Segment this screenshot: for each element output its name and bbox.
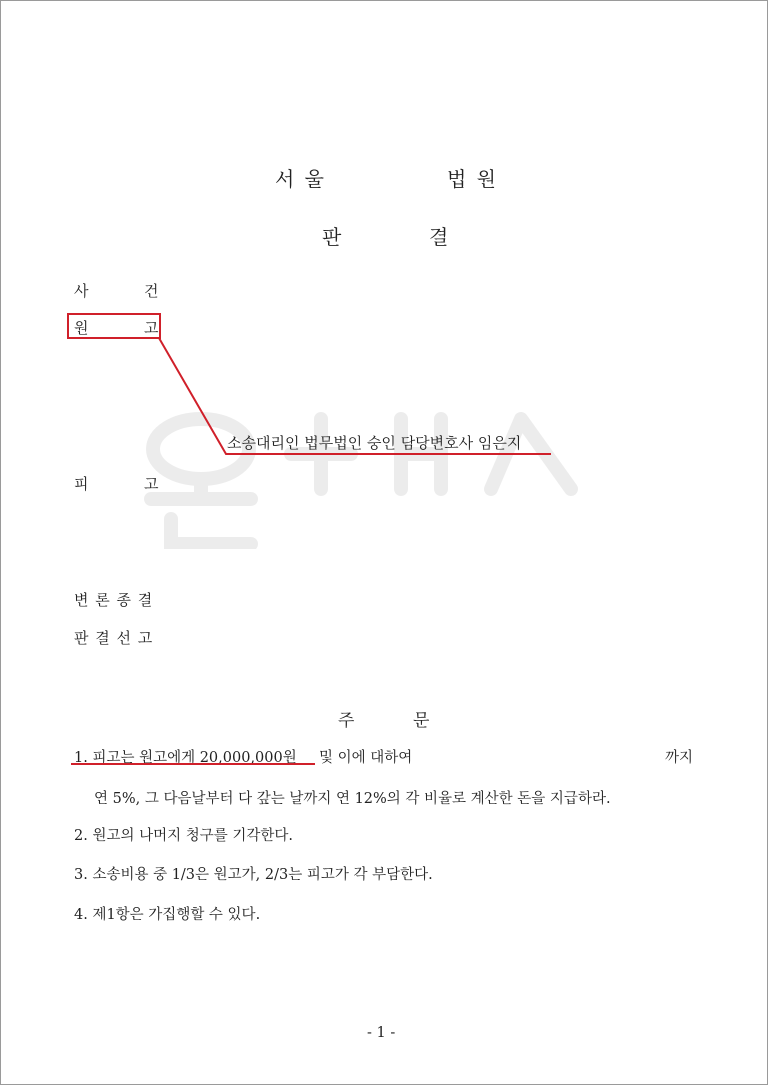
order-heading-right: 문 [413,711,430,731]
counsel-text: 소송대리인 법무법인 숭인 담당변호사 임은지 [227,434,522,452]
order-item-1-line2: 연 5%, 그 다음날부터 다 갚는 날까지 연 12%의 각 비율로 계산한 돈을 지급하라. [94,791,611,807]
page-number: - 1 - [367,1025,396,1041]
document-title-left: 판 [322,225,342,249]
court-name-right: 법 원 [447,167,498,191]
order-heading-left: 주 [338,711,355,731]
case-label-char2: 건 [144,282,159,300]
sentence-label: 판 결 선 고 [74,629,154,647]
watermark-logo [141,399,601,549]
closing-label: 변 론 종 결 [74,591,154,609]
order-item-1-part1: 1. 피고는 원고에게 20,000,000원 [74,750,297,766]
case-label-char1: 사 [74,282,89,300]
order-item-3: 3. 소송비용 중 1/3은 원고가, 2/3는 피고가 각 부담한다. [74,867,433,883]
court-name-left: 서 울 [275,167,326,191]
document-title-right: 결 [429,225,449,249]
plaintiff-label-char2: 고 [144,319,159,337]
order-item-4: 4. 제1항은 가집행할 수 있다. [74,907,261,923]
order-item-2: 2. 원고의 나머지 청구를 기각한다. [74,828,293,844]
order-item-1-end: 까지 [665,750,694,766]
plaintiff-label-char1: 원 [74,319,89,337]
defendant-label-char1: 피 [74,475,89,493]
defendant-label-char2: 고 [144,475,159,493]
order-item-1-part2: 및 이에 대하여 [319,750,413,766]
